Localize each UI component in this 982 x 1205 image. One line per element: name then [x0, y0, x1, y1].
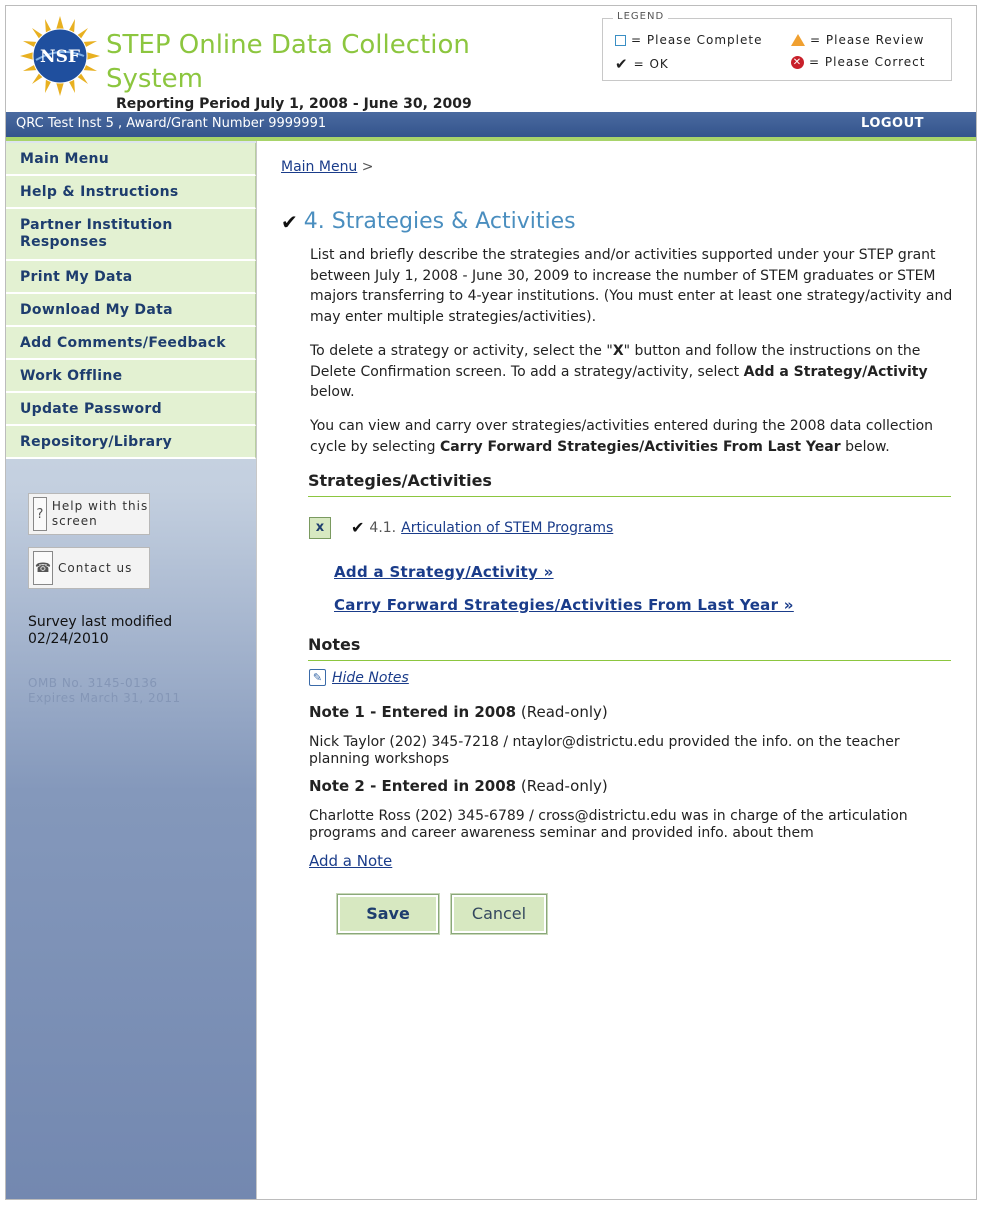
- hide-notes-label: Hide Notes: [332, 669, 409, 686]
- warning-icon: [791, 34, 805, 46]
- app-title: STEP Online Data Collection System: [106, 30, 470, 94]
- note-header: Note 1 - Entered in 2008 (Read-only): [309, 703, 608, 721]
- cancel-button[interactable]: Cancel: [451, 894, 547, 934]
- hide-notes-toggle[interactable]: [309, 669, 409, 686]
- contact-us-button[interactable]: ☎ Contact us: [28, 547, 150, 589]
- carry-forward-instructions: You can view and carry over strategies/activities entered during the 2008 data collection cycle by selecting Carry Forward Strategies/Activities From Last Year below.: [310, 418, 934, 455]
- sidebar-item-add-comments-feedback[interactable]: Add Comments/Feedback: [6, 327, 256, 360]
- legend-please-complete: = Please Complete: [615, 33, 762, 47]
- question-icon: ?: [33, 497, 47, 531]
- sidebar: [6, 141, 256, 1200]
- legend-please-correct: ✕ = Please Correct: [792, 55, 926, 69]
- top-bar: [6, 112, 976, 137]
- page-title: ✔ 4. Strategies & Activities: [281, 209, 576, 234]
- breadcrumb: [281, 159, 374, 175]
- save-button[interactable]: Save: [337, 894, 439, 934]
- checkmark-icon: ✔: [281, 209, 298, 234]
- sidebar-item-partner-institution-responses[interactable]: Partner Institution Responses: [6, 209, 256, 261]
- add-strategy-link[interactable]: Add a Strategy/Activity »: [334, 563, 554, 581]
- page-frame: [5, 5, 977, 1200]
- error-icon: ✕: [792, 56, 803, 68]
- intro-text: List and briefly describe the strategies and/or activities supported under your STEP grant between July 1, 2008 - June 30, 2009 to increase the number of STEM graduates or STEM majors transferring to 4-year institutions. (You must enter at least one strategy/activity and may enter multiple strategies/activities).: [310, 247, 953, 325]
- nsf-logo: [20, 16, 100, 96]
- legend-title: LEGEND: [613, 11, 668, 22]
- strategy-link[interactable]: Articulation of STEM Programs: [401, 519, 614, 536]
- note-text: Nick Taylor (202) 345-7218 / ntaylor@districtu.edu provided the info. on the teacher planning workshops: [309, 734, 900, 767]
- survey-last-modified: Survey last modified 02/24/2010: [28, 614, 173, 647]
- add-note-link[interactable]: Add a Note: [309, 852, 393, 870]
- main-content: [256, 141, 976, 1200]
- edit-pencil-icon: ✎: [309, 669, 326, 686]
- strategies-heading: Strategies/Activities: [308, 471, 951, 497]
- checkmark-icon: ✔: [351, 518, 365, 537]
- delete-strategy-button[interactable]: x: [309, 517, 331, 539]
- sidebar-item-update-password[interactable]: Update Password: [6, 393, 256, 426]
- institution-info: QRC Test Inst 5 , Award/Grant Number 9999991: [16, 116, 327, 131]
- sidebar-item-download-my-data[interactable]: Download My Data: [6, 294, 256, 327]
- sidebar-item-print-my-data[interactable]: Print My Data: [6, 261, 256, 294]
- strategy-item: [351, 518, 613, 537]
- legend-ok: ✔ = OK: [615, 55, 669, 73]
- sidebar-item-work-offline[interactable]: Work Offline: [6, 360, 256, 393]
- checkmark-icon: ✔: [615, 55, 629, 73]
- delete-instructions: To delete a strategy or activity, select the "X" button and follow the instructions on the Delete Confirmation screen. To add a strategy/activity, select Add a Strategy/Activity below.: [310, 343, 928, 400]
- reporting-period: Reporting Period July 1, 2008 - June 30, 2009: [116, 96, 472, 112]
- sidebar-item-repository-library[interactable]: Repository/Library: [6, 426, 256, 459]
- phone-icon: ☎: [33, 551, 53, 585]
- logout-link[interactable]: LOGOUT: [861, 116, 925, 131]
- legend: [602, 11, 952, 81]
- notes-heading: Notes: [308, 635, 951, 661]
- strategy-number: 4.1.: [369, 519, 397, 536]
- header: [6, 6, 976, 112]
- breadcrumb-main-menu-link[interactable]: Main Menu: [281, 159, 358, 175]
- note-header: Note 2 - Entered in 2008 (Read-only): [309, 777, 608, 795]
- carry-forward-link[interactable]: Carry Forward Strategies/Activities From Last Year »: [334, 596, 794, 614]
- sidebar-item-main-menu[interactable]: Main Menu: [6, 143, 256, 176]
- svg-text:NSF: NSF: [40, 47, 80, 67]
- breadcrumb-separator: >: [361, 159, 374, 175]
- sidebar-item-help-instructions[interactable]: Help & Instructions: [6, 176, 256, 209]
- empty-box-icon: [615, 35, 626, 46]
- note-text: Charlotte Ross (202) 345-6789 / cross@districtu.edu was in charge of the articulation programs and career awareness seminar and provided info. about them: [309, 808, 908, 841]
- sidebar-nav: [6, 143, 256, 459]
- omb-info: OMB No. 3145-0136 Expires March 31, 2011: [28, 676, 181, 705]
- legend-please-review: = Please Review: [791, 33, 924, 47]
- help-with-screen-button[interactable]: ? Help with this screen: [28, 493, 150, 535]
